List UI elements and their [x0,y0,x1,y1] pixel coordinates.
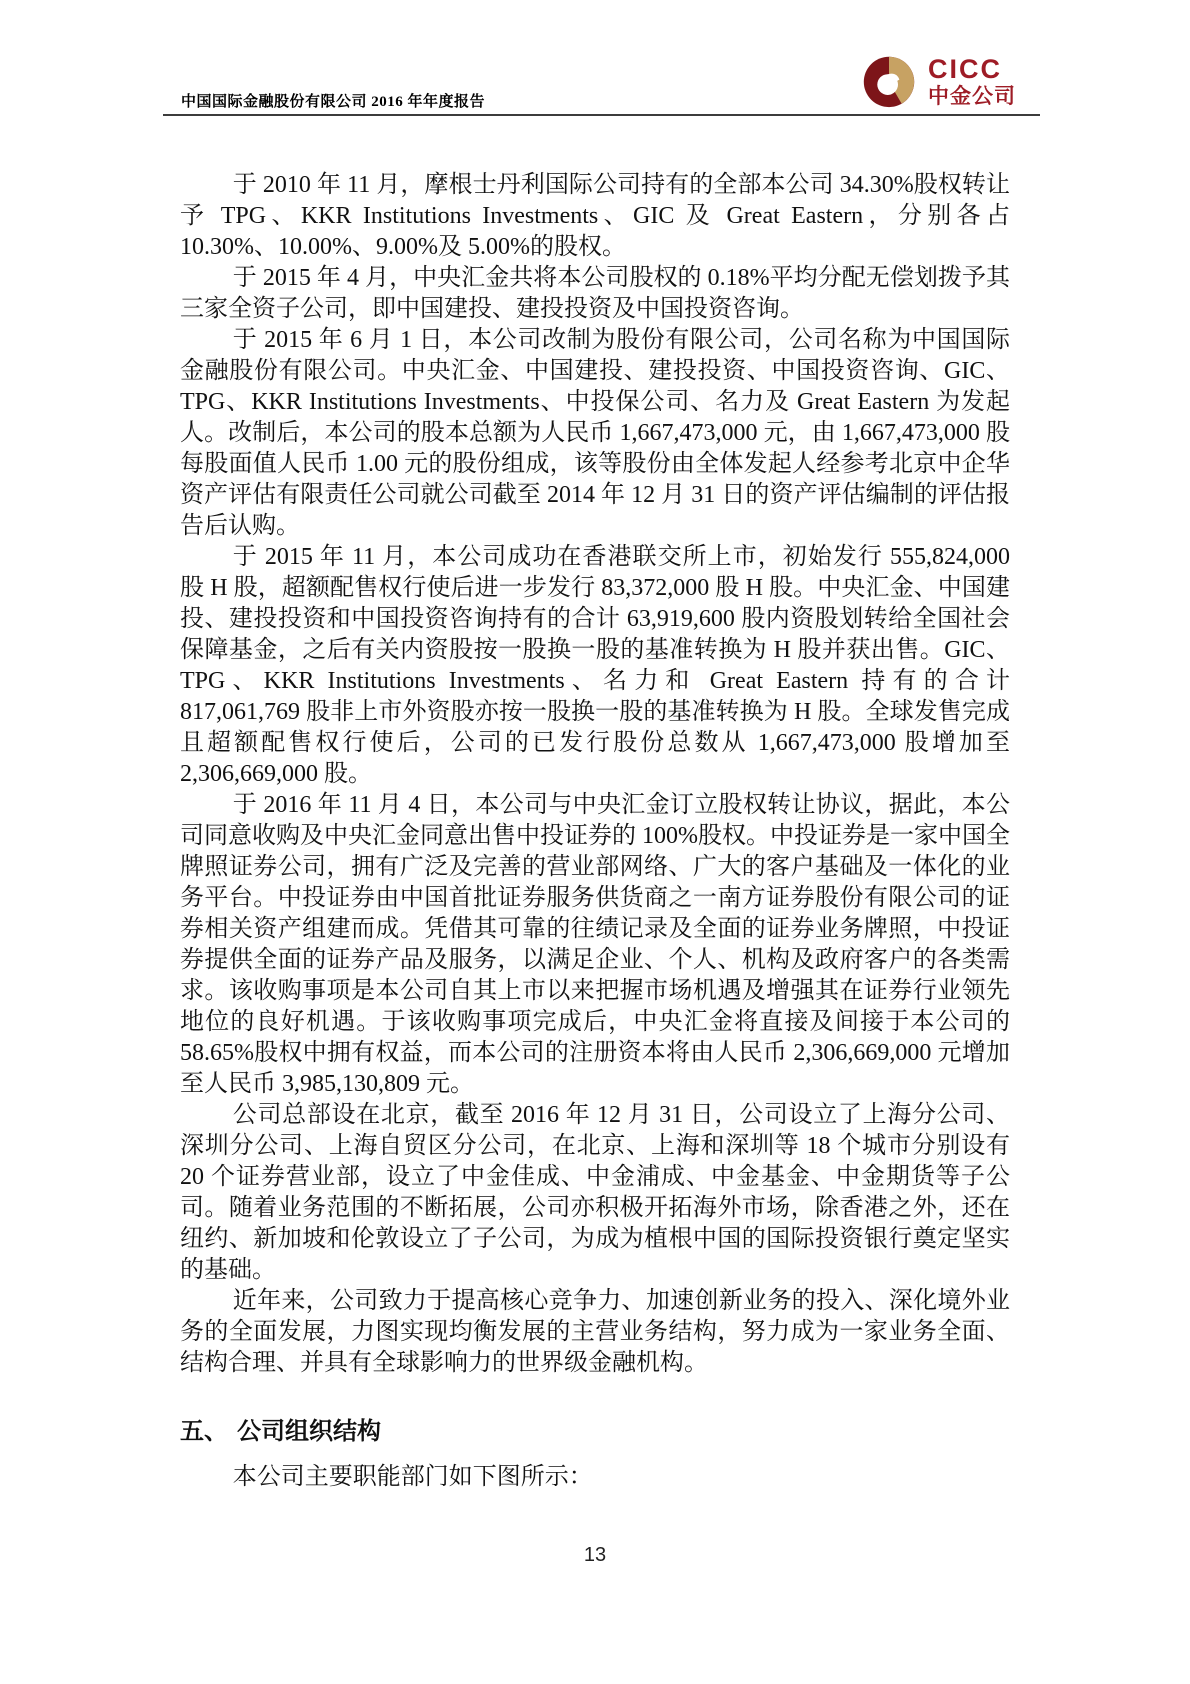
paragraph-hk-listing-2015-nov: 于 2015 年 11 月，本公司成功在香港联交所上市，初始发行 555,824,000 股 H 股，超额配售权行使后进一步发行 83,372,000 股 H 股。中央汇金、中国建投、建投投资和中国投资咨询持有的合计 63,919,600 股内资股划转给全国社会保障基金，之后有关内资股按一股换一股的基准转换为 H 股并获出售。GIC、TPG、KKR Institutions Investments、名力和 Great Eastern 持有的合计 817,061,769 股非上市外资股亦按一股换一股的基准转换为 H 股。全球发售完成且超额配售权行使后，公司的已发行股份总数从 1,667,473,000 股增加至 2,306,669,000 股。 [180,544,1010,787]
paragraph-shareholding-2010: 于 2010 年 11 月，摩根士丹利国际公司持有的全部本公司 34.30%股权转让予 TPG、KKR Institutions Investments、GIC 及 Great Eastern，分别各占 10.30%、10.00%、9.00%及 5.00%的股权。 [180,172,1010,260]
header-divider-line [163,114,1040,116]
paragraph-restructuring-2015-june: 于 2015 年 6 月 1 日，本公司改制为股份有限公司，公司名称为中国国际金融股份有限公司。中央汇金、中国建投、建投投资、中国投资咨询、GIC、TPG、KKR Institutions Investments、中投保公司、名力及 Great Eastern 为发起人。改制后，本公司的股本总额为人民币 1,667,473,000 元，由 1,667,473,000 股每股面值人民币 1.00 元的股份组成，该等股份由全体发起人经参考北京中企华资产评估有限责任公司就公司截至 2014 年 12 月 31 日的资产评估编制的评估报告后认购。 [180,327,1010,539]
page-number: 13 [583,1544,607,1566]
paragraph-headquarters-network: 公司总部设在北京，截至 2016 年 12 月 31 日，公司设立了上海分公司、深圳分公司、上海自贸区分公司，在北京、上海和深圳等 18 个城市分别设有 20 个证券营业部，设立了中金佳成、中金浦成、中金基金、中金期货等子公司。随着业务范围的不断拓展，公司亦积极开拓海外市场，除香港之外，还在纽约、新加坡和伦敦设立了子公司，为成为植根中国的国际投资银行奠定坚实的基础。 [180,1102,1010,1283]
cicc-logo-text-en: CICC [928,53,1002,84]
cicc-logo-text-cn: 中金公司 [928,84,1016,108]
paragraph-recent-strategy: 近年来，公司致力于提高核心竞争力、加速创新业务的投入、深化境外业务的全面发展，力图实现均衡发展的主营业务结构，努力成为一家业务全面、结构合理、并具有全球影响力的世界级金融机构。 [180,1288,1010,1376]
cicc-logo-icon [862,52,916,110]
section-number: 五、 [180,1419,228,1445]
section-intro-text: 本公司主要职能部门如下图所示： [232,1464,593,1490]
cicc-logo [862,52,1016,110]
paragraph-cisc-acquisition-2016: 于 2016 年 11 月 4 日，本公司与中央汇金订立股权转让协议，据此，本公司同意收购及中央汇金同意出售中投证券的 100%股权。中投证券是一家中国全牌照证券公司，拥有广泛及完善的营业部网络、广大的客户基础及一体化的业务平台。中投证券由中国首批证券服务供货商之一南方证券股份有限公司的证券相关资产组建而成。凭借其可靠的往绩记录及全面的证券业务牌照，中投证券提供全面的证券产品及服务，以满足企业、个人、机构及政府客户的各类需求。该收购事项是本公司自其上市以来把握市场机遇及增强其在证券行业领先地位的良好机遇。于该收购事项完成后，中央汇金将直接及间接于本公司的 58.65%股权中拥有权益，而本公司的注册资本将由人民币 2,306,669,000 元增加至人民币 3,985,130,809 元。 [180,792,1010,1097]
document-body [180,170,1010,1493]
paragraph-huijin-2015-april: 于 2015 年 4 月，中央汇金共将本公司股权的 0.18%平均分配无偿划拨予其三家全资子公司，即中国建投、建投投资及中国投资咨询。 [180,265,1010,322]
section-heading-org-structure [180,1417,1010,1448]
report-header-title: 中国国际金融股份有限公司 2016 年年度报告 [181,94,486,110]
section-title: 公司组织结构 [237,1419,381,1445]
